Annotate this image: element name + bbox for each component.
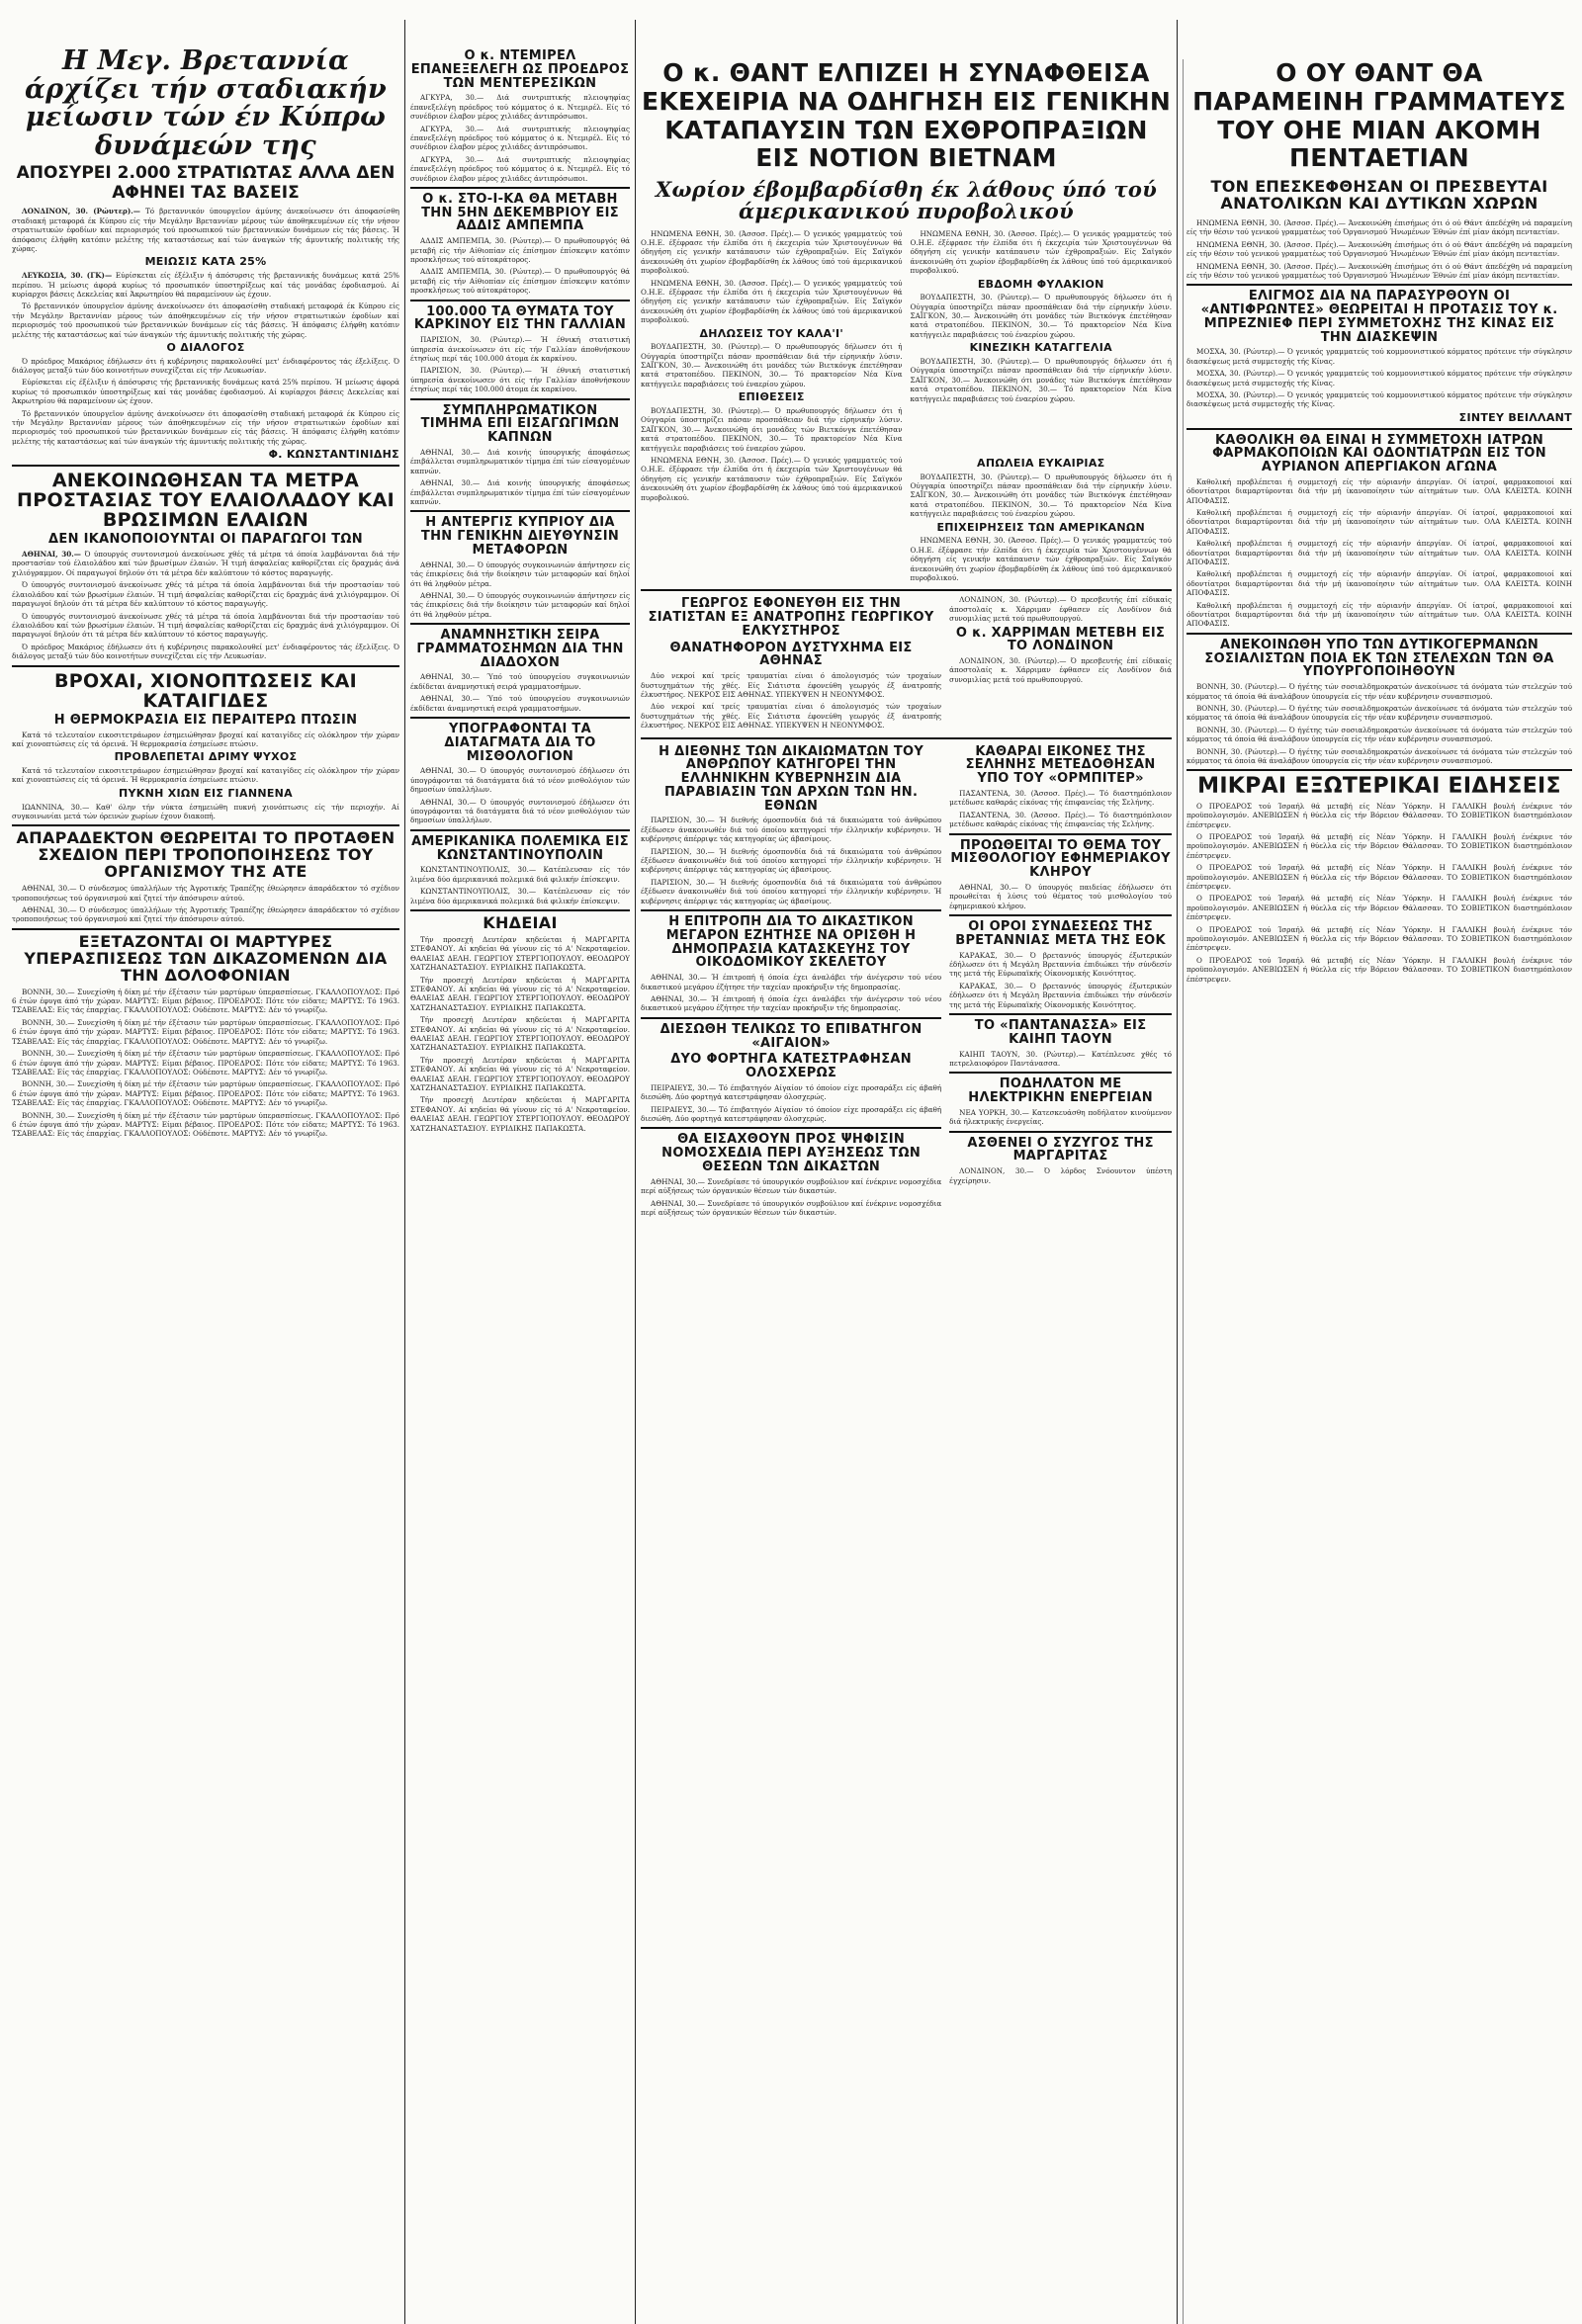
article-body: Δύο νεκροί καί τρείς τραυματίαι είναι ό άπολογισμός τών τροχαίων δυστυχημάτων τής χθές. Είς Σιάτιστα έφονεύθη γεωργός έξ άνατροπής έλκυστήρος. ΝΕΚΡΟΣ ΕΙΣ ΑΘΗΝΑΣ. ΥΠΕΚΥΨΕΝ Η ΝΕΟΝΥΜΦΟΣ.	[641, 671, 942, 699]
article-body: Εύρίσκεται είς έξέλιξιν ή άπόσυρσις τής βρεταννικής δυνάμεως κατά 25% περίπου. Ή μείωσις άφορά κυρίως τό προσωπικόν ύποστηρίξεως καί τάς μονάδας έφοδιασμού. Αί κυρίαρχοι βάσεις Δεκελείας καί Άκρωτηρίου θά παραμείνουν ώς έχουν.	[12, 378, 399, 406]
pantanassa-headline: ΤΟ «ΠΑΝΤΑΝΑΣΣΑ» ΕΙΣ ΚΑΙΗΠ ΤΑΟΥΝ	[974, 1017, 1147, 1047]
divider	[1186, 633, 1572, 635]
article-body: ΑΘΗΝΑΙ, 30.— Ό σύνδεσμος ύπαλλήλων τής Άγροτικής Τραπέζης έθεώρησεν άπαράδεκτον τό σχέδιον τροποποιήσεως τού όργανισμού καί ζητεί τήν άπόσυρσιν αύτού.	[12, 904, 399, 924]
demirel-headline: Ο κ. ΝΤΕΜΙΡΕΛ ΕΠΑΝΕΞΕΛΕΓΗ ΩΣ ΠΡΟΕΔΡΟΣ ΤΩΝ ΜΕΝΤΕΡΕΣΙΚΩΝ	[410, 48, 630, 91]
article-body: ΑΘΗΝΑΙ, 30.— Ή έπιτροπή ή όποία έχει άναλάβει τήν άνέγερσιν τού νέου δικαστικού μεγάρου έζήτησε τήν ταχείαν προκήρυξιν τής δημοπρασίας.	[641, 993, 942, 1013]
article-body: ΑΘΗΝΑΙ, 30.— Ή έπιτροπή ή όποία έχει άναλάβει τήν άνέγερσιν τού νέου δικαστικού μεγάρου έζήτησε τήν ταχείαν προκήρυξιν τής δημοπρασίας.	[641, 973, 942, 991]
cancer-headline: 100.000 ΤΑ ΘΥΜΑΤΑ ΤΟΥ ΚΑΡΚΙΝΟΥ ΕΙΣ ΤΗΝ ΓΑΛΛΙΑΝ	[413, 303, 627, 333]
article-body: ΑΘΗΝΑΙ, 30.— Συνεδρίασε τό ύπουργικόν συμβούλιον καί ένέκρινε νομοσχέδια περί αύξήσεως τών όργανικών θέσεων τών δικαστών.	[641, 1198, 942, 1217]
article-body: Τήν προσεχή Δευτέραν κηδεύεται ή ΜΑΡΓΑΡΙΤΑ ΣΤΕΦΑΝΟΥ. Αί κηδείαι θά γίνουν είς τό Α' Νεκροταφείον. ΘΑΛΕΙΑΣ ΔΕΛΗ. ΓΕΩΡΓΙΟΥ ΣΤΕΡΓΙΟΠΟΥΛΟΥ. ΘΕΟΔΩΡΟΥ ΧΑΤΖΗΑΝΑΣΤΑΣΙΟΥ. ΕΥΡΙΔΙΚΗΣ ΠΑΠΑΚΩΣΤΑ.	[410, 1055, 630, 1092]
divider	[641, 737, 1172, 739]
article-body: Τήν προσεχή Δευτέραν κηδεύεται ή ΜΑΡΓΑΡΙΤΑ ΣΤΕΦΑΝΟΥ. Αί κηδείαι θά γίνουν είς τό Α' Νεκροταφείον. ΘΑΛΕΙΑΣ ΔΕΛΗ. ΓΕΩΡΓΙΟΥ ΣΤΕΡΓΙΟΠΟΥΛΟΥ. ΘΕΟΔΩΡΟΥ ΧΑΤΖΗΑΝΑΣΤΑΣΙΟΥ. ΕΥΡΙΔΙΚΗΣ ΠΑΠΑΚΩΣΤΑ.	[410, 934, 630, 973]
divider	[1186, 284, 1572, 286]
article-body: ΛΟΝΔΙΝΟΝ, 30. (Ρώυτερ).— Ό πρεσβευτής έπί είδικαίς άποστολαίς κ. Χάρριμαν έφθασεν είς Λονδίνον διά συνομιλίας μετά τού πρωθυπουργού.	[949, 595, 1172, 624]
article-body: Ό πρόεδρος Μακάριος έδήλωσεν ότι ή κυβέρνησις παρακολουθεί μετ' ένδιαφέροντος τάς έξελίξεις. Ό διάλογος μεταξύ τών δύο κοινοτήτων συνεχίζεται είς τήν Λευκωσίαν.	[12, 642, 399, 661]
article-body: ΑΘΗΝΑΙ, 30.— Ύπό τού ύπουργείου συγκοινωνιών έκδίδεται άναμνηστική σειρά γραμματοσήμων.	[410, 672, 630, 691]
article-body: ΚΩΝΣΤΑΝΤΙΝΟΥΠΟΛΙΣ, 30.— Κατέπλευσαν είς τόν λιμένα δύο άμερικανικά πολεμικά διά φιλικήν έπίσκεψιν.	[410, 887, 630, 905]
trial-headline: ΕΞΕΤΑΖΟΝΤΑΙ ΟΙ ΜΑΡΤΥΡΕΣ ΥΠΕΡΑΣΠΙΣΕΩΣ ΤΩΝ ΔΙΚΑΖΟΜΕΝΩΝ ΔΙΑ ΤΗΝ ΔΟΛΟΦΟΝΙΑΝ	[24, 931, 388, 985]
article-body: ΒΟΝΝΗ, 30.— Συνεχίσθη ή δίκη μέ τήν έξέτασιν τών μαρτύρων ύπερασπίσεως. ΓΚΑΛΛΟΠΟΥΛΟΣ: Πρό 6 έτών έφυγα άπό τήν χώραν. ΜΑΡΤΥΣ: Είμαι βέβαιος. ΠΡΟΕΔΡΟΣ: Πότε τόν είδατε; ΜΑΡΤΥΣ: Τό 1963. ΤΣΑΒΕΛΑΣ: Είς τάς έπαρχίας. ΓΚΑΛΛΟΠΟΥΛΟΣ: Ούδέποτε. ΜΑΡΤΥΣ: Δέν τό γνωρίζω.	[12, 1110, 399, 1139]
divider	[410, 623, 630, 625]
divider	[1186, 769, 1572, 771]
column-3	[641, 0, 1172, 2324]
article-body: ΚΩΝΣΤΑΝΤΙΝΟΥΠΟΛΙΣ, 30.— Κατέπλευσαν είς τόν λιμένα δύο άμερικανικά πολεμικά διά φιλικήν έπίσκεψιν.	[410, 865, 630, 884]
article-body: ΗΝΩΜΕΝΑ ΕΘΝΗ, 30. (Άσσοσ. Πρές).— Άνεκοινώθη έπισήμως ότι ό ού Θάντ άπεδέχθη νά παραμείνη είς τήν θέσιν τού γενικού γραμματέως τού Όργανισμού Ήνωμένων Έθνών έπί μίαν άκόμη πενταετίαν.	[1186, 261, 1572, 280]
divider	[12, 928, 399, 930]
article-body: Ο ΠΡΟΕΔΡΟΣ τού Ίσραήλ θά μεταβή είς Νέαν Ύόρκην. Η ΓΑΛΛΙΚΗ βουλή ένέκρινε τόν προϋπολογισμόν. ΑΝΕΒΙΩΣΕΝ ή θύελλα είς τήν Βόρειον Θάλασσαν. ΤΟ ΣΟΒΙΕΤΙΚΟΝ διαστημόπλοιον έπέστρεψεν.	[1186, 894, 1572, 922]
article-body: ΑΓΚΥΡΑ, 30.— Διά συντριπτικής πλειοψηφίας έπανεξελέγη πρόεδρος τού κόμματος ό κ. Ντεμιρέλ. Είς τό συνέδριον έλαβον μέρος χιλιάδες άντιπρόσωποι.	[410, 124, 630, 152]
article-body: ΠΑΣΑΝΤΕΝΑ, 30. (Άσσοσ. Πρές).— Τό διαστημόπλοιον μετέδωσε καθαράς είκόνας τής έπιφανείας τής Σελήνης.	[949, 788, 1172, 808]
article-body: ΒΟΥΔΑΠΕΣΤΗ, 30. (Ρώυτερ).— Ό πρωθυπουργός δήλωσεν ότι ή Ούγγαρία ύποστηρίζει πάσαν προσπάθειαν διά τήν είρηνικήν λύσιν. ΣΑΪΓΚΟΝ, 30.— Άνεκοινώθη ότι μονάδες τών Βιετκόνγκ έπετέθησαν κατά στρατοπέδου. ΠΕΚΙΝΟΝ, 30.— Τό πρακτορείον Νέα Κίνα κατήγγειλε παραβιάσεις τού έναερίου χώρου.	[910, 356, 1172, 403]
weather-subhead: Η ΘΕΡΜΟΚΡΑΣΙΑ ΕΙΣ ΠΕΡΑΙΤΕΡΩ ΠΤΩΣΙΝ	[53, 712, 358, 728]
article-body: ΑΘΗΝΑΙ, 30.— Ό σύνδεσμος ύπαλλήλων τής Άγροτικής Τραπέζης έθεώρησεν άπαράδεκτον τό σχέδιον τροποποιήσεως τού όργανισμού καί ζητεί τήν άπόσυρσιν αύτού.	[12, 884, 399, 903]
rights-headline: Η ΔΙΕΘΝΗΣ ΤΩΝ ΔΙΚΑΙΩΜΑΤΩΝ ΤΟΥ ΑΝΘΡΩΠΟΥ ΚΑΤΗΓΟΡΕΙ ΤΗΝ ΕΛΛΗΝΙΚΗΝ ΚΥΒΕΡΝΗΣΙΝ ΔΙΑ ΠΑΡΑΒΙΑΣΙΝ ΤΩΝ ΑΡΧΩΝ ΤΩΝ ΗΝ. ΕΘΝΩΝ	[659, 743, 924, 814]
article-body: Ο ΠΡΟΕΔΡΟΣ τού Ίσραήλ θά μεταβή είς Νέαν Ύόρκην. Η ΓΑΛΛΙΚΗ βουλή ένέκρινε τόν προϋπολογισμόν. ΑΝΕΒΙΩΣΕΝ ή θύελλα είς τήν Βόρειον Θάλασσαν. ΤΟ ΣΟΒΙΕΤΙΚΟΝ διαστημόπλοιον έπέστρεψεν.	[1186, 801, 1572, 829]
aigaion-subhead: ΔΥΟ ΦΟΡΤΗΓΑ ΚΑΤΕΣΤΡΑΦΗΣΑΝ ΟΛΟΣΧΕΡΩΣ	[670, 1052, 912, 1081]
article-body: ΑΔΔΙΣ ΑΜΠΕΜΠΑ, 30. (Ρώυτερ).— Ό πρωθυπουργός θά μεταβή είς τήν Αίθιοπίαν είς έπίσημον έπίσκεψιν κατόπιν προσκλήσεως τού αύτοκράτορος.	[410, 236, 630, 265]
article-body: ΑΘΗΝΑΙ, 30.— Ό ύπουργός συγκοινωνιών άπήντησεν είς τάς έπικρίσεις διά τήν διοίκησιν τών μεταφορών καί δηλοί ότι θά ληφθούν μέτρα.	[410, 559, 630, 588]
salary-headline: ΥΠΟΓΡΑΦΟΝΤΑΙ ΤΑ ΔΙΑΤΑΓΜΑΤΑ ΔΙΑ ΤΟ ΜΙΣΘΟΛΟΓΙΟΝ	[444, 722, 596, 764]
article-body: ΛΕΥΚΩΣΙΑ, 30. (ΓΚ)— Εύρίσκεται είς έξέλιξιν ή άπόσυρσις τής βρεταννικής δυνάμεως κατά 25% περίπου. Ή μείωσις άφορά κυρίως τό προσωπικόν ύποστηρίξεως καί τάς μονάδας έφοδιασμού. Αί κυρίαρχοι βάσεις Δεκελείας καί Άκρωτηρίου θά παραμείνουν ώς έχουν.	[12, 271, 399, 299]
article-body: ΒΟΝΝΗ, 30. (Ρώυτερ).— Ό ήγέτης τών σοσιαλδημοκρατών άνεκοίνωσε τά όνόματα τών στελεχών τού κόμματος τά όποία θά άναλάβουν ύπουργεία είς τήν νέαν κυβέρνησιν συνασπισμού.	[1186, 682, 1572, 701]
judges-headline: ΘΑ ΕΙΣΑΧΘΟΥΝ ΠΡΟΣ ΨΗΦΙΣΙΝ ΝΟΜΟΣΧΕΔΙΑ ΠΕΡΙ ΑΥΞΗΣΕΩΣ ΤΩΝ ΘΕΣΕΩΝ ΤΩΝ ΔΙΚΑΣΤΩΝ	[661, 1132, 921, 1174]
divider	[949, 1013, 1172, 1015]
article-body: ΛΟΝΔΙΝΟΝ, 30. (Ρώυτερ).— Τό βρεταννικόν ύπουργεϊον άμύνης άνεκοίνωσεν ότι άποφασίσθη σταδιακή μεταφορά έκ Κύπρου είς τήν Μεγάλην Βρεταννίαν μέρους τών άποθηκευμένων είς τήν νήσον στρατιωτικών έφοδίων καί περιορισμός τού προσωπικού τών βρεταννικών δυνάμεων είς τάς βάσεις. Ή άπόφασις έλήφθη κατόπιν μελέτης τής καταστάσεως καί τών άναγκών τής άμυντικής πολιτικής τής χώρας.	[12, 207, 399, 254]
divider	[641, 909, 941, 911]
article-body: ΑΓΚΥΡΑ, 30.— Διά συντριπτικής πλειοψηφίας έπανεξελέγη πρόεδρος τού κόμματος ό κ. Ντεμιρέλ. Είς τό συνέδριον έλαβον μέρος χιλιάδες άντιπρόσωποι.	[410, 93, 630, 122]
addis-headline: Ο κ. ΣΤΟ-Ι-ΚΑ ΘΑ ΜΕΤΑΒΗ ΤΗΝ 5ΗΝ ΔΕΚΕΜΒΡΙΟΥ ΕΙΣ ΑΔΔΙΣ ΑΜΠΕΜΠΑ	[421, 191, 619, 234]
article-body: ΠΑΡΙΣΙΟΝ, 30.— Ή διεθνής όμοσπονδία διά τά δικαιώματα τού άνθρώπου έξέδωσεν άνακοινωθέν διά τού όποίου κατηγορεί τήν έλληνικήν κυβέρνησιν. Ή κυβέρνησις άπέρριψε τάς κατηγορίας ώς άβασίμους.	[641, 877, 942, 905]
section-subhead: ΕΠΙΧΕΙΡΗΣΕΙΣ ΤΩΝ ΑΜΕΡΙΚΑΝΩΝ	[936, 520, 1146, 534]
article-body: ΒΟΝΝΗ, 30.— Συνεχίσθη ή δίκη μέ τήν έξέτασιν τών μαρτύρων ύπερασπίσεως. ΓΚΑΛΛΟΠΟΥΛΟΣ: Πρό 6 έτών έφυγα άπό τήν χώραν. ΜΑΡΤΥΣ: Είμαι βέβαιος. ΠΡΟΕΔΡΟΣ: Πότε τόν είδατε; ΜΑΡΤΥΣ: Τό 1963. ΤΣΑΒΕΛΑΣ: Είς τάς έπαρχίας. ΓΚΑΛΛΟΠΟΥΛΟΣ: Ούδέποτε. ΜΑΡΤΥΣ: Δέν τό γνωρίζω.	[12, 987, 399, 1015]
warships-headline: ΑΜΕΡΙΚΑΝΙΚΑ ΠΟΛΕΜΙΚΑ ΕΙΣ ΚΩΝΣΤΑΝΤΙΝΟΥΠΟΛΙΝ	[411, 833, 629, 863]
article-body: ΠΑΣΑΝΤΕΝΑ, 30. (Άσσοσ. Πρές).— Τό διαστημόπλοιον μετέδωσε καθαράς είκόνας τής έπιφανείας τής Σελήνης.	[949, 810, 1172, 829]
article-body: Κατά τό τελευταίον εικοσιτετράωρον έσημειώθησαν βροχαί καί καταιγίδες είς ολόκληρον τήν χώραν καί χιονοπτώσεις είς τά όρεινά. Ή θερμοκρασία έσημείωσε πτώσιν.	[12, 730, 399, 748]
article-body: ΠΑΡΙΣΙΟΝ, 30.— Ή διεθνής όμοσπονδία διά τά δικαιώματα τού άνθρώπου έξέδωσεν άνακοινωθέν διά τού όποίου κατηγορεί τήν έλληνικήν κυβέρνησιν. Ή κυβέρνησις άπέρριψε τάς κατηγορίας ώς άβασίμους.	[641, 846, 942, 875]
article-body: ΑΘΗΝΑΙ, 30.— Συνεδρίασε τό ύπουργικόν συμβούλιον καί ένέκρινε νομοσχέδια περί αύξήσεως τών όργανικών θέσεων τών δικαστών.	[641, 1176, 942, 1196]
strike-headline: ΚΑΘΟΛΙΚΗ ΘΑ ΕΙΝΑΙ Η ΣΥΜΜΕΤΟΧΗ ΙΑΤΡΩΝ ΦΑΡΜΑΚΟΠΟΙΩΝ ΚΑΙ ΟΔΟΝΤΙΑΤΡΩΝ ΕΙΣ ΤΟΝ ΑΥΡΙΑΝΟΝ ΑΠΕΡΓΙΑΚΟΝ ΑΓΩΝΑ	[1212, 432, 1546, 475]
cyprus-headline: Η Μεγ. Βρεταννία άρχίζει τήν σταδιακήν μείωσιν τών έν Κύπρω δυνάμεών της	[25, 45, 387, 161]
article-body: ΒΟΝΝΗ, 30.— Συνεχίσθη ή δίκη μέ τήν έξέτασιν τών μαρτύρων ύπερασπίσεως. ΓΚΑΛΛΟΠΟΥΛΟΣ: Πρό 6 έτών έφυγα άπό τήν χώραν. ΜΑΡΤΥΣ: Είμαι βέβαιος. ΠΡΟΕΔΡΟΣ: Πότε τόν είδατε; ΜΑΡΤΥΣ: Τό 1963. ΤΣΑΒΕΛΑΣ: Είς τάς έπαρχίας. ΓΚΑΛΛΟΠΟΥΛΟΣ: Ούδέποτε. ΜΑΡΤΥΣ: Δέν τό γνωρίζω.	[12, 1079, 399, 1108]
section-subhead: ΑΠΩΛΕΙΑ ΕΥΚΑΙΡΙΑΣ	[977, 456, 1105, 470]
transport-headline: Η ΑΝΤΕΡΓΙΣ ΚΥΠΡΙΟΥ ΔΙΑ ΤΗΝ ΓΕΝΙΚΗΝ ΔΙΕΥΘΥΝΣΙΝ ΜΕΤΑΦΟΡΩΝ	[420, 515, 620, 558]
courthouse-headline: Η ΕΠΙΤΡΟΠΗ ΔΙΑ ΤΟ ΔΙΚΑΣΤΙΚΟΝ ΜΕΓΑΡΟΝ ΕΖΗΤΗΣΕ ΝΑ ΟΡΙΣΘΗ Η ΔΗΜΟΠΡΑΣΙΑ ΚΑΤΑΣΚΕΥΗΣ ΤΟΥ ΟΙΚΟΔΟΜΙΚΟΥ ΣΚΕΛΕΤΟΥ	[665, 914, 917, 971]
divider	[12, 465, 399, 467]
article-body: ΑΔΔΙΣ ΑΜΠΕΜΠΑ, 30. (Ρώυτερ).— Ό πρωθυπουργός θά μεταβή είς τήν Αίθιοπίαν είς έπίσημον έπίσκεψιν κατόπιν προσκλήσεως τού αύτοκράτορος.	[410, 267, 630, 296]
article-body: Τήν προσεχή Δευτέραν κηδεύεται ή ΜΑΡΓΑΡΙΤΑ ΣΤΕΦΑΝΟΥ. Αί κηδείαι θά γίνουν είς τό Α' Νεκροταφείον. ΘΑΛΕΙΑΣ ΔΕΛΗ. ΓΕΩΡΓΙΟΥ ΣΤΕΡΓΙΟΠΟΥΛΟΥ. ΘΕΟΔΩΡΟΥ ΧΑΤΖΗΑΝΑΣΤΑΣΙΟΥ. ΕΥΡΙΔΙΚΗΣ ΠΑΠΑΚΩΣΤΑ.	[410, 1015, 630, 1053]
tractor-headline: ΓΕΩΡΓΟΣ ΕΦΟΝΕΥΘΗ ΕΙΣ ΤΗΝ ΣΙΑΤΙΣΤΑΝ ΕΞ ΑΝΑΤΡΟΠΗΣ ΓΕΩΡΓΙΚΟΥ ΕΛΚΥΣΤΗΡΟΣ	[648, 596, 934, 639]
brezhnev-headline: ΕΛΙΓΜΟΣ ΔΙΑ ΝΑ ΠΑΡΑΣΥΡΘΟΥΝ ΟΙ «ΑΝΤΙΦΡΩΝΤΕΣ» ΘΕΩΡΕΙΤΑΙ Η ΠΡΟΤΑΣΙΣ ΤΟΥ κ. ΜΠΡΕΖΝΙΕΦ ΠΕΡΙ ΣΥΜΜΕΤΟΧΗΣ ΤΗΣ ΚΙΝΑΣ ΕΙΣ ΤΗΝ ΔΙΑΣΚΕΨΙΝ	[1200, 289, 1558, 345]
article-body: ΒΟΝΝΗ, 30.— Συνεχίσθη ή δίκη μέ τήν έξέτασιν τών μαρτύρων ύπερασπίσεως. ΓΚΑΛΛΟΠΟΥΛΟΣ: Πρό 6 έτών έφυγα άπό τήν χώραν. ΜΑΡΤΥΣ: Είμαι βέβαιος. ΠΡΟΕΔΡΟΣ: Πότε τόν είδατε; ΜΑΡΤΥΣ: Τό 1963. ΤΣΑΒΕΛΑΣ: Είς τάς έπαρχίας. ΓΚΑΛΛΟΠΟΥΛΟΣ: Ούδέποτε. ΜΑΡΤΥΣ: Δέν τό γνωρίζω.	[12, 1017, 399, 1046]
olive-oil-subhead: ΔΕΝ ΙΚΑΝΟΠΟΙΟΥΝΤΑΙ ΟΙ ΠΑΡΑΓΩΓΟΙ ΤΩΝ	[48, 532, 363, 548]
article-body: ΑΘΗΝΑΙ, 30.— Ό ύπουργός παιδείας έδήλωσεν ότι προωθείται ή λύσις τού θέματος τού μισθολογίου τού έφημεριακού κλήρου.	[949, 882, 1172, 910]
article-body: ΠΕΙΡΑΙΕΥΣ, 30.— Τό έπιβατηγόν Αίγαίον τό όποίον είχε προσαράξει είς άβαθή διεσώθη. Δύο φορτηγά κατεστράφησαν όλοσχερώς.	[641, 1104, 942, 1124]
section-subhead: ΠΥΚΝΗ ΧΙΩΝ ΕΙΣ ΓΙΑΝΝΕΝΑ	[118, 786, 293, 800]
cyprus-subhead: ΑΠΟΣΥΡΕΙ 2.000 ΣΤΡΑΤΙΩΤΑΣ ΑΛΛΑ ΔΕΝ ΑΦΗΝΕΙ ΤΑΣ ΒΑΣΕΙΣ	[16, 163, 396, 204]
column-rule	[404, 20, 405, 2324]
vietnam-columns	[641, 229, 1172, 456]
article-body: Ό ύπουργός συντονισμού άνεκοίνωσε χθές τά μέτρα τά όποία λαμβάνονται διά τήν προστασίαν τού έλαιολάδου καί τών βρωσίμων έλαιών. Ή τιμή άσφαλείας καθορίζεται είς δραχμάς άνά χιλιόγραμμον. Οί παραγωγοί δηλούν ότι τά μέτρα δέν καλύπτουν τό κόστος παραγωγής.	[12, 611, 399, 640]
article-body: ΑΘΗΝΑΙ, 30.— Ό ύπουργός συγκοινωνιών άπήντησεν είς τάς έπικρίσεις διά τήν διοίκησιν τών μεταφορών καί δηλοί ότι θά ληφθούν μέτρα.	[410, 590, 630, 619]
article-body: ΒΟΥΔΑΠΕΣΤΗ, 30. (Ρώυτερ).— Ό πρωθυπουργός δήλωσεν ότι ή Ούγγαρία ύποστηρίζει πάσαν προσπάθειαν διά τήν είρηνικήν λύσιν. ΣΑΪΓΚΟΝ, 30.— Άνεκοινώθη ότι μονάδες τών Βιετκόνγκ έπετέθησαν κατά στρατοπέδου. ΠΕΚΙΝΟΝ, 30.— Τό πρακτορείον Νέα Κίνα κατήγγειλε παραβιάσεις τού έναερίου χώρου.	[641, 405, 903, 453]
divider	[1186, 428, 1572, 430]
u-thant-headline: Ο ΟΥ ΘΑΝΤ ΘΑ ΠΑΡΑΜΕΙΝΗ ΓΡΑΜΜΑΤΕΥΣ ΤΟΥ ΟΗΕ ΜΙΑΝ ΑΚΟΜΗ ΠΕΝΤΑΕΤΙΑΝ	[1192, 58, 1566, 173]
article-body: ΝΕΑ ΥΟΡΚΗ, 30.— Κατεσκευάσθη ποδήλατον κινούμενον διά ήλεκτρικής ένεργείας.	[949, 1107, 1172, 1127]
article-body: ΗΝΩΜΕΝΑ ΕΘΝΗ, 30. (Άσσοσ. Πρές).— Άνεκοινώθη έπισήμως ότι ό ού Θάντ άπεδέχθη νά παραμείνη είς τήν θέσιν τού γενικού γραμματέως τού Όργανισμού Ήνωμένων Έθνών έπί μίαν άκόμη πενταετίαν.	[1186, 217, 1572, 237]
socialists-headline: ΑΝΕΚΟΙΝΩΘΗ ΥΠΟ ΤΩΝ ΔΥΤΙΚΟΓΕΡΜΑΝΩΝ ΣΟΣΙΑΛΙΣΤΩΝ ΠΟΙΑ ΕΚ ΤΩΝ ΣΤΕΛΕΧΩΝ ΤΩΝ ΘΑ ΥΠΟΥΡΓΟΠΟΙΗΘΟΥΝ	[1204, 637, 1554, 680]
bicycle-headline: ΠΟΔΗΛΑΤΟΝ ΜΕ ΗΛΕΚΤΡΙΚΗΝ ΕΝΕΡΓΕΙΑΝ	[968, 1076, 1153, 1106]
article-body: ΑΘΗΝΑΙ, 30.— Διά κοινής ύπουργικής άποφάσεως έπιβάλλεται συμπληρωματικόν τίμημα έπί τών είσαγομένων καπνών.	[410, 447, 630, 475]
article-body: ΒΟΥΔΑΠΕΣΤΗ, 30. (Ρώυτερ).— Ό πρωθυπουργός δήλωσεν ότι ή Ούγγαρία ύποστηρίζει πάσαν προσπάθειαν διά τήν είρηνικήν λύσιν. ΣΑΪΓΚΟΝ, 30.— Άνεκοινώθη ότι μονάδες τών Βιετκόνγκ έπετέθησαν κατά στρατοπέδου. ΠΕΚΙΝΟΝ, 30.— Τό πρακτορείον Νέα Κίνα κατήγγειλε παραβιάσεις τού έναερίου χώρου.	[641, 342, 903, 388]
olive-oil-headline: ΑΝΕΚΟΙΝΩΘΗΣΑΝ ΤΑ ΜΕΤΡΑ ΠΡΟΣΤΑΣΙΑΣ ΤΟΥ ΕΛΑΙΟΛΑΔΟΥ ΚΑΙ ΒΡΩΣΙΜΩΝ ΕΛΑΙΩΝ	[17, 469, 395, 532]
article-body: ΑΘΗΝΑΙ, 30.— Διά κοινής ύπουργικής άποφάσεως έπιβάλλεται συμπληρωματικόν τίμημα έπί τών είσαγομένων καπνών.	[410, 478, 630, 506]
rights-block	[641, 743, 1172, 1221]
aigaion-headline: ΔΙΕΣΩΘΗ ΤΕΛΙΚΩΣ ΤΟ ΕΠΙΒΑΤΗΓΟΝ «ΑΙΓΑΙΟΝ»	[659, 1021, 923, 1051]
article-body: Τήν προσεχή Δευτέραν κηδεύεται ή ΜΑΡΓΑΡΙΤΑ ΣΤΕΦΑΝΟΥ. Αί κηδείαι θά γίνουν είς τό Α' Νεκροταφείον. ΘΑΛΕΙΑΣ ΔΕΛΗ. ΓΕΩΡΓΙΟΥ ΣΤΕΡΓΙΟΠΟΥΛΟΥ. ΘΕΟΔΩΡΟΥ ΧΑΤΖΗΑΝΑΣΤΑΣΙΟΥ. ΕΥΡΙΔΙΚΗΣ ΠΑΠΑΚΩΣΤΑ.	[410, 975, 630, 1012]
ate-headline: ΑΠΑΡΑΔΕΚΤΟΝ ΘΕΩΡΕΙΤΑΙ ΤΟ ΠΡΟΤΑΘΕΝ ΣΧΕΔΙΟΝ ΠΕΡΙ ΤΡΟΠΟΠΟΙΗΣΕΩΣ ΤΟΥ ΟΡΓΑΝΙΣΜΟΥ ΤΗΣ ΑΤΕ	[16, 828, 396, 882]
article-body: Ό ύπουργός συντονισμού άνεκοίνωσε χθές τά μέτρα τά όποία λαμβάνονται διά τήν προστασίαν τού έλαιολάδου καί τών βρωσίμων έλαιών. Ή τιμή άσφαλείας καθορίζεται είς δραχμάς άνά χιλιόγραμμον. Οί παραγωγοί δηλούν ότι τά μέτρα δέν καλύπτουν τό κόστος παραγωγής.	[12, 580, 399, 609]
article-body: Τό βρεταννικόν ύπουργεϊον άμύνης άνεκοίνωσεν ότι άποφασίσθη σταδιακή μεταφορά έκ Κύπρου είς τήν Μεγάλην Βρεταννίαν μέρους τών άποθηκευμένων είς τήν νήσον στρατιωτικών έφοδίων καί περιορισμός τού προσωπικού τών βρεταννικών δυνάμεων είς τάς βάσεις. Ή άπόφασις έλήφθη κατόπιν μελέτης τής καταστάσεως καί τών άναγκών τής άμυντικής πολιτικής τής χώρας.	[12, 301, 399, 339]
article-body: ΜΟΣΧΑ, 30. (Ρώυτερ).— Ό γενικός γραμματεύς τού κομμουνιστικού κόμματος πρότεινε τήν σύγκλησιν διασκέψεως μετά συμμετοχής τής Κίνας.	[1186, 390, 1572, 409]
article-body: Ό πρόεδρος Μακάριος έδήλωσεν ότι ή κυβέρνησις παρακολουθεί μετ' ένδιαφέροντος τάς έξελίξεις. Ό διάλογος μεταξύ τών δύο κοινοτήτων συνεχίζεται είς τήν Λευκωσίαν.	[12, 356, 399, 376]
article-body: Καθολική προβλέπεται ή συμμετοχή είς τήν αύριανήν άπεργίαν. Οί ίατροί, φαρμακοποιοί καί όδοντίατροι διαμαρτύρονται διά τήν μή ίκανοποίησιν τών αίτημάτων των. ΟΛΑ ΚΛΕΙΣΤΑ. ΚΟΙΝΗ ΑΠΟΦΑΣΙΣ.	[1186, 476, 1572, 505]
tobacco-headline: ΣΥΜΠΛΗΡΩΜΑΤΙΚΟΝ ΤΙΜΗΜΑ ΕΠΙ ΕΙΣΑΓΩΓΙΜΩΝ ΚΑΠΝΩΝ	[420, 402, 620, 446]
article-body: Καθολική προβλέπεται ή συμμετοχή είς τήν αύριανήν άπεργίαν. Οί ίατροί, φαρμακοποιοί καί όδοντίατροι διαμαρτύρονται διά τήν μή ίκανοποίησιν τών αίτημάτων των. ΟΛΑ ΚΛΕΙΣΤΑ. ΚΟΙΝΗ ΑΠΟΦΑΣΙΣ.	[1186, 539, 1572, 567]
clergy-headline: ΠΡΟΩΘΕΙΤΑΙ ΤΟ ΘΕΜΑ ΤΟΥ ΜΙΣΘΟΛΟΓΙΟΥ ΕΦΗΜΕΡΙΑΚΟΥ ΚΛΗΡΟΥ	[950, 837, 1171, 881]
article-body: Τήν προσεχή Δευτέραν κηδεύεται ή ΜΑΡΓΑΡΙΤΑ ΣΤΕΦΑΝΟΥ. Αί κηδείαι θά γίνουν είς τό Α' Νεκροταφείον. ΘΑΛΕΙΑΣ ΔΕΛΗ. ΓΕΩΡΓΙΟΥ ΣΤΕΡΓΙΟΠΟΥΛΟΥ. ΘΕΟΔΩΡΟΥ ΧΑΤΖΗΑΝΑΣΤΑΣΙΟΥ. ΕΥΡΙΔΙΚΗΣ ΠΑΠΑΚΩΣΤΑ.	[410, 1095, 630, 1133]
section-subhead: ΔΗΛΩΣΕΙΣ ΤΟΥ ΚΑΛΑ'Ι'	[699, 326, 844, 340]
article-body: ΠΑΡΙΣΙΟΝ, 30. (Ρώυτερ).— Ή έθνική στατιστική ύπηρεσία άνεκοίνωσεν ότι είς τήν Γαλλίαν άποθνήσκουν έτησίως περί τάς 100.000 άτομα έκ καρκίνου.	[410, 366, 630, 394]
column-rule	[635, 20, 636, 2324]
margaret-headline: ΑΣΘΕΝΕΙ Ο ΣΥΖΥΓΟΣ ΤΗΣ ΜΑΡΓΑΡΙΤΑΣ	[967, 1135, 1154, 1164]
section-subhead: ΕΠΙΘΕΣΕΙΣ	[738, 390, 805, 404]
divider	[641, 589, 1172, 591]
byline: ΣΙΝΤΕΥ ΒΕΙΛΛΑΝΤ	[1458, 410, 1572, 424]
divider	[12, 665, 399, 667]
divider	[410, 510, 630, 512]
article-body: ΠΑΡΙΣΙΟΝ, 30. (Ρώυτερ).— Ή έθνική στατιστική ύπηρεσία άνεκοίνωσεν ότι είς τήν Γαλλίαν άποθνήσκουν έτησίως περί τάς 100.000 άτομα έκ καρκίνου.	[410, 335, 630, 364]
section-subhead: ΠΡΟΒΛΕΠΕΤΑΙ ΔΡΙΜΥ ΨΥΧΟΣ	[114, 750, 298, 764]
divider	[410, 187, 630, 189]
divider	[410, 398, 630, 400]
article-body: ΑΓΚΥΡΑ, 30.— Διά συντριπτικής πλειοψηφίας έπανεξελέγη πρόεδρος τού κόμματος ό κ. Ντεμιρέλ. Είς τό συνέδριον έλαβον μέρος χιλιάδες άντιπρόσωποι.	[410, 154, 630, 183]
weather-headline: ΒΡΟΧΑΙ, ΧΙΟΝΟΠΤΩΣΕΙΣ ΚΑΙ ΚΑΤΑΙΓΙΔΕΣ	[53, 669, 358, 712]
article-body: ΗΝΩΜΕΝΑ ΕΘΝΗ, 30. (Άσσοσ. Πρές).— Ό γενικός γραμματεύς τού Ο.Η.Ε. έξέφρασε τήν έλπίδα ότι ή έκεχειρία τών Χριστουγέννων θά όδηγήση είς γενικήν κατάπαυσιν τών έχθροπραξιών. Είς Σαϊγκόν άνεκοινώθη ότι χωρίον έβομβαρδίσθη έκ λάθους ύπό τού άμερικανικού πυροβολικού.	[910, 228, 1172, 276]
article-body: ΒΟΝΝΗ, 30. (Ρώυτερ).— Ό ήγέτης τών σοσιαλδημοκρατών άνεκοίνωσε τά όνόματα τών στελεχών τού κόμματος τά όποία θά άναλάβουν ύπουργεία είς τήν νέαν κυβέρνησιν συνασπισμού.	[1186, 704, 1572, 723]
column-rule	[1177, 20, 1178, 2324]
stamps-headline: ΑΝΑΜΝΗΣΤΙΚΗ ΣΕΙΡΑ ΓΡΑΜΜΑΤΟΣΗΜΩΝ ΔΙΑ ΤΗΝ ΔΙΑΔΟΧΟΝ	[416, 628, 624, 670]
tractor-subhead: ΘΑΝΑΤΗΦΟΡΟΝ ΔΥΣΤΥΧΗΜΑ ΕΙΣ ΑΘΗΝΑΣ	[669, 640, 913, 669]
article-body: ΒΟΥΔΑΠΕΣΤΗ, 30. (Ρώυτερ).— Ό πρωθυπουργός δήλωσεν ότι ή Ούγγαρία ύποστηρίζει πάσαν προσπάθειαν διά τήν είρηνικήν λύσιν. ΣΑΪΓΚΟΝ, 30.— Άνεκοινώθη ότι μονάδες τών Βιετκόνγκ έπετέθησαν κατά στρατοπέδου. ΠΕΚΙΝΟΝ, 30.— Τό πρακτορείον Νέα Κίνα κατήγγειλε παραβιάσεις τού έναερίου χώρου.	[910, 472, 1172, 519]
vietnam-subhead: Χωρίον έβομβαρδίσθη έκ λάθους ύπό τού άμερικανικού πυροβολικού	[655, 177, 1158, 224]
article-body: Ο ΠΡΟΕΔΡΟΣ τού Ίσραήλ θά μεταβή είς Νέαν Ύόρκην. Η ΓΑΛΛΙΚΗ βουλή ένέκρινε τόν προϋπολογισμόν. ΑΝΕΒΙΩΣΕΝ ή θύελλα είς τήν Βόρειον Θάλασσαν. ΤΟ ΣΟΒΙΕΤΙΚΟΝ διαστημόπλοιον έπέστρεψεν.	[1186, 831, 1572, 860]
foreign-news-headline: ΜΙΚΡΑΙ ΕΞΩΤΕΡΙΚΑΙ ΕΙΔΗΣΕΙΣ	[1197, 774, 1561, 800]
eec-headline: ΟΙ ΟΡΟΙ ΣΥΝΔΕΣΕΩΣ ΤΗΣ ΒΡΕΤΑΝΝΙΑΣ ΜΕΤΑ ΤΗΣ ΕΟΚ	[955, 919, 1166, 948]
article-body: ΗΝΩΜΕΝΑ ΕΘΝΗ, 30. (Άσσοσ. Πρές).— Άνεκοινώθη έπισήμως ότι ό ού Θάντ άπεδέχθη νά παραμείνη είς τήν θέσιν τού γενικού γραμματέως τού Όργανισμού Ήνωμένων Έθνών έπί μίαν άκόμη πενταετίαν.	[1186, 239, 1572, 259]
article-body: Ο ΠΡΟΕΔΡΟΣ τού Ίσραήλ θά μεταβή είς Νέαν Ύόρκην. Η ΓΑΛΛΙΚΗ βουλή ένέκρινε τόν προϋπολογισμόν. ΑΝΕΒΙΩΣΕΝ ή θύελλα είς τήν Βόρειον Θάλασσαν. ΤΟ ΣΟΒΙΕΤΙΚΟΝ διαστημόπλοιον έπέστρεψεν.	[1186, 924, 1572, 953]
article-body: Κατά τό τελευταίον εικοσιτετράωρον έσημειώθησαν βροχαί καί καταιγίδες είς ολόκληρον τήν χώραν καί χιονοπτώσεις είς τά όρεινά. Ή θερμοκρασία έσημείωσε πτώσιν.	[12, 766, 399, 785]
divider	[949, 1072, 1172, 1074]
article-body: ΒΟΝΝΗ, 30. (Ρώυτερ).— Ό ήγέτης τών σοσιαλδημοκρατών άνεκοίνωσε τά όνόματα τών στελεχών τού κόμματος τά όποία θά άναλάβουν ύπουργεία είς τήν νέαν κυβέρνησιν συνασπισμού.	[1186, 746, 1572, 766]
article-body: ΙΩΑΝΝΙΝΑ, 30.— Καθ' όλην τήν νύκτα έσημειώθη πυκνή χιονόπτωσις είς τήν περιοχήν. Αί συγκοινωνίαι μετά τών όρεινών χωρίων έχουν διακοπή.	[12, 802, 399, 820]
vietnam-headline: Ο κ. ΘΑΝΤ ΕΛΠΙΖΕΙ Η ΣΥΝΑΦΘΕΙΣΑ ΕΚΕΧΕΙΡΙΑ ΝΑ ΟΔΗΓΗΣΗ ΕΙΣ ΓΕΝΙΚΗΝ ΚΑΤΑΠΑΥΣΙΝ ΤΩΝ ΕΧΘΡΟΠΡΑΞΙΩΝ ΕΙΣ ΝΟΤΙΟΝ ΒΙΕΤΝΑΜ	[641, 58, 1172, 173]
article-body: Ο ΠΡΟΕΔΡΟΣ τού Ίσραήλ θά μεταβή είς Νέαν Ύόρκην. Η ΓΑΛΛΙΚΗ βουλή ένέκρινε τόν προϋπολογισμόν. ΑΝΕΒΙΩΣΕΝ ή θύελλα είς τήν Βόρειον Θάλασσαν. ΤΟ ΣΟΒΙΕΤΙΚΟΝ διαστημόπλοιον έπέστρεψεν.	[1186, 955, 1572, 984]
divider	[949, 833, 1172, 835]
article-body: ΠΑΡΙΣΙΟΝ, 30.— Ή διεθνής όμοσπονδία διά τά δικαιώματα τού άνθρώπου έξέδωσεν άνακοινωθέν διά τού όποίου κατηγορεί τήν έλληνικήν κυβέρνησιν. Ή κυβέρνησις άπέρριψε τάς κατηγορίας ώς άβασίμους.	[641, 816, 942, 844]
vietnam-columns-lower	[641, 456, 1172, 585]
article-body: Καθολική προβλέπεται ή συμμετοχή είς τήν αύριανήν άπεργίαν. Οί ίατροί, φαρμακοποιοί καί όδοντίατροι διαμαρτύρονται διά τήν μή ίκανοποίησιν τών αίτημάτων των. ΟΛΑ ΚΛΕΙΣΤΑ. ΚΟΙΝΗ ΑΠΟΦΑΣΙΣ.	[1186, 569, 1572, 598]
divider	[949, 1131, 1172, 1133]
article-body: Ο ΠΡΟΕΔΡΟΣ τού Ίσραήλ θά μεταβή είς Νέαν Ύόρκην. Η ΓΑΛΛΙΚΗ βουλή ένέκρινε τόν προϋπολογισμόν. ΑΝΕΒΙΩΣΕΝ ή θύελλα είς τήν Βόρειον Θάλασσαν. ΤΟ ΣΟΒΙΕΤΙΚΟΝ διαστημόπλοιον έπέστρεψεν.	[1186, 863, 1572, 891]
u-thant-subhead: ΤΟΝ ΕΠΕΣΚΕΦΘΗΣΑΝ ΟΙ ΠΡΕΣΒΕΥΤΑΙ ΑΝΑΤΟΛΙΚΩΝ ΚΑΙ ΔΥΤΙΚΩΝ ΧΩΡΩΝ	[1210, 177, 1548, 213]
funerals-headline: ΚΗΔΕΙΑΙ	[483, 912, 558, 932]
byline: Φ. ΚΩΝΣΤΑΝΤΙΝΙΔΗΣ	[268, 448, 399, 462]
article-body: Τό βρεταννικόν ύπουργεϊον άμύνης άνεκοίνωσεν ότι άποφασίσθη σταδιακή μεταφορά έκ Κύπρου είς τήν Μεγάλην Βρεταννίαν μέρους τών άποθηκευμένων είς τήν νήσον στρατιωτικών έφοδίων καί περιορισμός τού προσωπικού τών βρεταννικών δυνάμεων είς τάς βάσεις. Ή άπόφασις έλήφθη κατόπιν μελέτης τής καταστάσεως καί τών άναγκών τής άμυντικής πολιτικής τής χώρας.	[12, 408, 399, 446]
article-body: ΚΑΡΑΚΑΣ, 30.— Ό βρεταννός ύπουργός έξωτερικών έδήλωσεν ότι ή Μεγάλη Βρεταννία έπιδιώκει τήν σύνδεσίν της μετά τής Εύρωπαϊκής Οίκονομικής Κοινότητος.	[949, 950, 1172, 979]
column-rule	[1183, 59, 1184, 2324]
article-body: ΒΟΥΔΑΠΕΣΤΗ, 30. (Ρώυτερ).— Ό πρωθυπουργός δήλωσεν ότι ή Ούγγαρία ύποστηρίζει πάσαν προσπάθειαν διά τήν είρηνικήν λύσιν. ΣΑΪΓΚΟΝ, 30.— Άνεκοινώθη ότι μονάδες τών Βιετκόνγκ έπετέθησαν κατά στρατοπέδου. ΠΕΚΙΝΟΝ, 30.— Τό πρακτορείον Νέα Κίνα κατήγγειλε παραβιάσεις τού έναερίου χώρου.	[910, 293, 1172, 339]
article-body: ΛΟΝΔΙΝΟΝ, 30.— Ό λόρδος Σνόουντον ύπέστη έγχείρησιν.	[949, 1166, 1172, 1185]
article-body: ΑΘΗΝΑΙ, 30.— Ό ύπουργός συντονισμού έδήλωσεν ότι ύπογράφονται τά διατάγματα διά τό νέον μισθολόγιον τών δημοσίων ύπαλλήλων.	[410, 766, 630, 795]
article-body: ΚΑΡΑΚΑΣ, 30.— Ό βρεταννός ύπουργός έξωτερικών έδήλωσεν ότι ή Μεγάλη Βρεταννία έπιδιώκει τήν σύνδεσίν της μετά τής Εύρωπαϊκής Οίκονομικής Κοινότητος.	[949, 981, 1172, 1009]
article-body: ΜΟΣΧΑ, 30. (Ρώυτερ).— Ό γενικός γραμματεύς τού κομμουνιστικού κόμματος πρότεινε τήν σύγκλησιν διασκέψεως μετά συμμετοχής τής Κίνας.	[1186, 369, 1572, 387]
article-body: Καθολική προβλέπεται ή συμμετοχή είς τήν αύριανήν άπεργίαν. Οί ίατροί, φαρμακοποιοί καί όδοντίατροι διαμαρτύρονται διά τήν μή ίκανοποίησιν τών αίτημάτων των. ΟΛΑ ΚΛΕΙΣΤΑ. ΚΟΙΝΗ ΑΠΟΦΑΣΙΣ.	[1186, 508, 1572, 536]
section-subhead: ΚΙΝΕΖΙΚΗ ΚΑΤΑΓΓΕΛΙΑ	[969, 341, 1112, 355]
divider	[410, 829, 630, 831]
article-body: ΑΘΗΝΑΙ, 30.— Ύπό τού ύπουργείου συγκοινωνιών έκδίδεται άναμνηστική σειρά γραμματοσήμων.	[410, 694, 630, 713]
section-subhead: Ο ΔΙΑΛΟΓΟΣ	[166, 340, 245, 354]
column-2	[410, 0, 630, 2324]
orbiter-headline: ΚΑΘΑΡΑΙ ΕΙΚΟΝΕΣ ΤΗΣ ΣΕΛΗΝΗΣ ΜΕΤΕΔΟΘΗΣΑΝ ΥΠΟ ΤΟΥ «ΟΡΜΠΙΤΕΡ»	[965, 743, 1156, 787]
article-body: ΗΝΩΜΕΝΑ ΕΘΝΗ, 30. (Άσσοσ. Πρές).— Ό γενικός γραμματεύς τού Ο.Η.Ε. έξέφρασε τήν έλπίδα ότι ή έκεχειρία τών Χριστουγέννων θά όδηγήση είς γενικήν κατάπαυσιν τών έχθροπραξιών. Είς Σαϊγκόν άνεκοινώθη ότι χωρίον έβομβαρδίσθη έκ λάθους ύπό τού άμερικανικού πυροβολικού.	[910, 536, 1172, 582]
article-body: ΜΟΣΧΑ, 30. (Ρώυτερ).— Ό γενικός γραμματεύς τού κομμουνιστικού κόμματος πρότεινε τήν σύγκλησιν διασκέψεως μετά συμμετοχής τής Κίνας.	[1186, 347, 1572, 366]
divider	[12, 824, 399, 826]
article-body: Δύο νεκροί καί τρείς τραυματίαι είναι ό άπολογισμός τών τροχαίων δυστυχημάτων τής χθές. Είς Σιάτιστα έφονεύθη γεωργός έξ άνατροπής έλκυστήρος. ΝΕΚΡΟΣ ΕΙΣ ΑΘΗΝΑΣ. ΥΠΕΚΥΨΕΝ Η ΝΕΟΝΥΜΦΟΣ.	[641, 702, 942, 731]
article-body: ΒΟΝΝΗ, 30. (Ρώυτερ).— Ό ήγέτης τών σοσιαλδημοκρατών άνεκοίνωσε τά όνόματα τών στελεχών τού κόμματος τά όποία θά άναλάβουν ύπουργεία είς τήν νέαν κυβέρνησιν συνασπισμού.	[1186, 725, 1572, 744]
article-body: ΠΕΙΡΑΙΕΥΣ, 30.— Τό έπιβατηγόν Αίγαίον τό όποίον είχε προσαράξει είς άβαθή διεσώθη. Δύο φορτηγά κατεστράφησαν όλοσχερώς.	[641, 1082, 942, 1102]
divider	[641, 1127, 941, 1129]
divider	[410, 909, 630, 911]
divider	[410, 300, 630, 301]
article-body: ΒΟΝΝΗ, 30.— Συνεχίσθη ή δίκη μέ τήν έξέτασιν τών μαρτύρων ύπερασπίσεως. ΓΚΑΛΛΟΠΟΥΛΟΣ: Πρό 6 έτών έφυγα άπό τήν χώραν. ΜΑΡΤΥΣ: Είμαι βέβαιος. ΠΡΟΕΔΡΟΣ: Πότε τόν είδατε; ΜΑΡΤΥΣ: Τό 1963. ΤΣΑΒΕΛΑΣ: Είς τάς έπαρχίας. ΓΚΑΛΛΟΠΟΥΛΟΣ: Ούδέποτε. ΜΑΡΤΥΣ: Δέν τό γνωρίζω.	[12, 1049, 399, 1076]
divider	[949, 914, 1172, 916]
article-body: ΚΑΙΗΠ ΤΑΟΥΝ, 30. (Ρώυτερ).— Κατέπλευσε χθές τό πετρελαιοφόρον Παντάνασσα.	[949, 1049, 1172, 1068]
column-1	[12, 0, 399, 2324]
article-body: ΑΘΗΝΑΙ, 30.— Ό ύπουργός συντονισμού έδήλωσεν ότι ύπογράφονται τά διατάγματα διά τό νέον μισθολόγιον τών δημοσίων ύπαλλήλων.	[410, 797, 630, 825]
divider	[410, 717, 630, 719]
article-body: ΗΝΩΜΕΝΑ ΕΘΝΗ, 30. (Άσσοσ. Πρές).— Ό γενικός γραμματεύς τού Ο.Η.Ε. έξέφρασε τήν έλπίδα ότι ή έκεχειρία τών Χριστουγέννων θά όδηγήση είς γενικήν κατάπαυσιν τών έχθροπραξιών. Είς Σαϊγκόν άνεκοινώθη ότι χωρίον έβομβαρδίσθη έκ λάθους ύπό τού άμερικανικού πυροβολικού.	[641, 228, 903, 276]
article-body: Καθολική προβλέπεται ή συμμετοχή είς τήν αύριανήν άπεργίαν. Οί ίατροί, φαρμακοποιοί καί όδοντίατροι διαμαρτύρονται διά τήν μή ίκανοποίησιν τών αίτημάτων των. ΟΛΑ ΚΛΕΙΣΤΑ. ΚΟΙΝΗ ΑΠΟΦΑΣΙΣ.	[1186, 600, 1572, 629]
column-4	[1186, 0, 1572, 2324]
section-subhead: ΜΕΙΩΣΙΣ ΚΑΤΑ 25%	[144, 255, 267, 269]
section-subhead: ΕΒΔΟΜΗ ΦΥΛΑΚΙΟΝ	[977, 277, 1104, 291]
harriman-headline: Ο κ. ΧΑΡΡΙΜΑΝ ΜΕΤΕΒΗ ΕΙΣ ΤΟ ΛΟΝΔΙΝΟΝ	[955, 625, 1166, 654]
lower-block	[641, 595, 1172, 732]
divider	[641, 1017, 941, 1019]
article-body: ΗΝΩΜΕΝΑ ΕΘΝΗ, 30. (Άσσοσ. Πρές).— Ό γενικός γραμματεύς τού Ο.Η.Ε. έξέφρασε τήν έλπίδα ότι ή έκεχειρία τών Χριστουγέννων θά όδηγήση είς γενικήν κατάπαυσιν τών έχθροπραξιών. Είς Σαϊγκόν άνεκοινώθη ότι χωρίον έβομβαρδίσθη έκ λάθους ύπό τού άμερικανικού πυροβολικού.	[641, 278, 903, 325]
article-body: ΑΘΗΝΑΙ, 30.— Ό ύπουργός συντονισμού άνεκοίνωσε χθές τά μέτρα τά όποία λαμβάνονται διά τήν προστασίαν τού έλαιολάδου καί τών βρωσίμων έλαιών. Ή τιμή άσφαλείας καθορίζεται είς δραχμάς άνά χιλιόγραμμον. Οί παραγωγοί δηλούν ότι τά μέτρα δέν καλύπτουν τό κόστος παραγωγής.	[12, 550, 399, 577]
article-body: ΗΝΩΜΕΝΑ ΕΘΝΗ, 30. (Άσσοσ. Πρές).— Ό γενικός γραμματεύς τού Ο.Η.Ε. έξέφρασε τήν έλπίδα ότι ή έκεχειρία τών Χριστουγέννων θά όδηγήση είς γενικήν κατάπαυσιν τών έχθροπραξιών. Είς Σαϊγκόν άνεκοινώθη ότι χωρίον έβομβαρδίσθη έκ λάθους ύπό τού άμερικανικού πυροβολικού.	[641, 455, 903, 502]
article-body: ΛΟΝΔΙΝΟΝ, 30. (Ρώυτερ).— Ό πρεσβευτής έπί είδικαίς άποστολαίς κ. Χάρριμαν έφθασεν είς Λονδίνον διά συνομιλίας μετά τού πρωθυπουργού.	[949, 656, 1172, 684]
